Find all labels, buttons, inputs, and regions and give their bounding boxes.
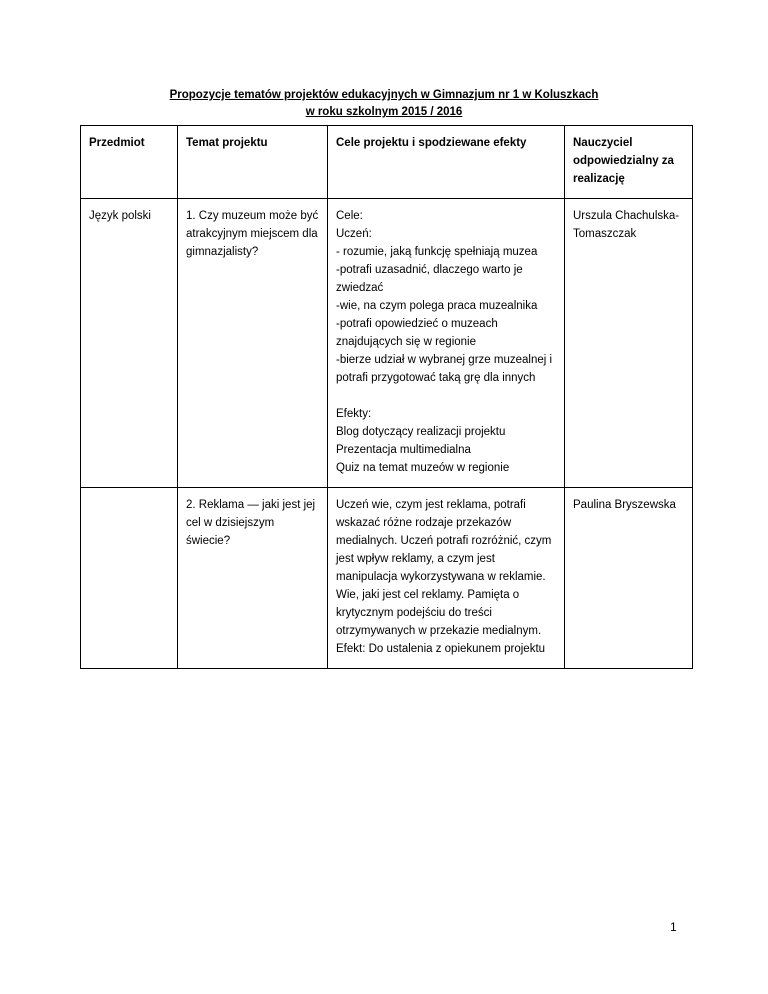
row1-topic: 1. Czy muzeum może być atrakcyjnym miejscem dla gimnazjalisty? (178, 199, 328, 488)
effect-item: Quiz na temat muzeów w regionie (336, 462, 510, 474)
table-row (81, 199, 693, 488)
goal-item: -wie, na czym polega praca muzealnika (336, 300, 538, 312)
document-title-line-2: w roku szkolnym 2015 / 2016 (305, 106, 463, 118)
row2-teacher: Paulina Bryszewska (565, 488, 693, 669)
row1-teacher: Urszula Chachulska-Tomaszczak (565, 199, 693, 488)
goals-label: Cele: (336, 210, 363, 222)
header-subject: Przedmiot (81, 126, 178, 199)
goal-item: -potrafi uzasadnić, dlaczego warto je zwiedzać (336, 264, 523, 294)
effects-label: Efekty: (336, 408, 372, 420)
row2-goals-text: Uczeń wie, czym jest reklama, potrafi wskazać różne rodzaje przekazów medialnych. Uczeń potrafi rozróżnić, czym jest wpływ reklamy, a czym jest manipulacja wykorzystywana w reklamie. Wie, jaki jest cel reklamy. Pamięta o krytycznym podejściu do treści otrzymywanych w przekazie medialnym. (336, 499, 552, 637)
document-title-line-1: Propozycje tematów projektów edukacyjnych w Gimnazjum nr 1 w Koluszkach (169, 89, 599, 101)
row1-goals (328, 199, 565, 488)
projects-table (80, 125, 693, 669)
row2-subject (81, 488, 178, 669)
row1-subject: Język polski (81, 199, 178, 488)
row2-effect-text: Efekt: Do ustalenia z opiekunem projektu (336, 643, 546, 655)
effect-item: Prezentacja multimedialna (336, 444, 471, 456)
goal-item: -bierze udział w wybranej grze muzealnej i potrafi przygotować taką grę dla innych (336, 354, 553, 384)
page-number: 1 (670, 920, 677, 934)
header-teacher: Nauczyciel odpowiedzialny za realizację (565, 126, 693, 199)
table-row (81, 488, 693, 669)
effect-item: Blog dotyczący realizacji projektu (336, 426, 506, 438)
row2-topic: 2. Reklama — jaki jest jej cel w dzisiejszym świecie? (178, 488, 328, 669)
pupil-label: Uczeń: (336, 228, 372, 240)
header-topic: Temat projektu (178, 126, 328, 199)
goal-item: - rozumie, jaką funkcję spełniają muzea (336, 246, 538, 258)
spacer (336, 387, 556, 405)
row2-goals (328, 488, 565, 669)
table-header-row (81, 126, 693, 199)
header-goals: Cele projektu i spodziewane efekty (328, 126, 565, 199)
goal-item: -potrafi opowiedzieć o muzeach znajdujących się w regionie (336, 318, 498, 348)
